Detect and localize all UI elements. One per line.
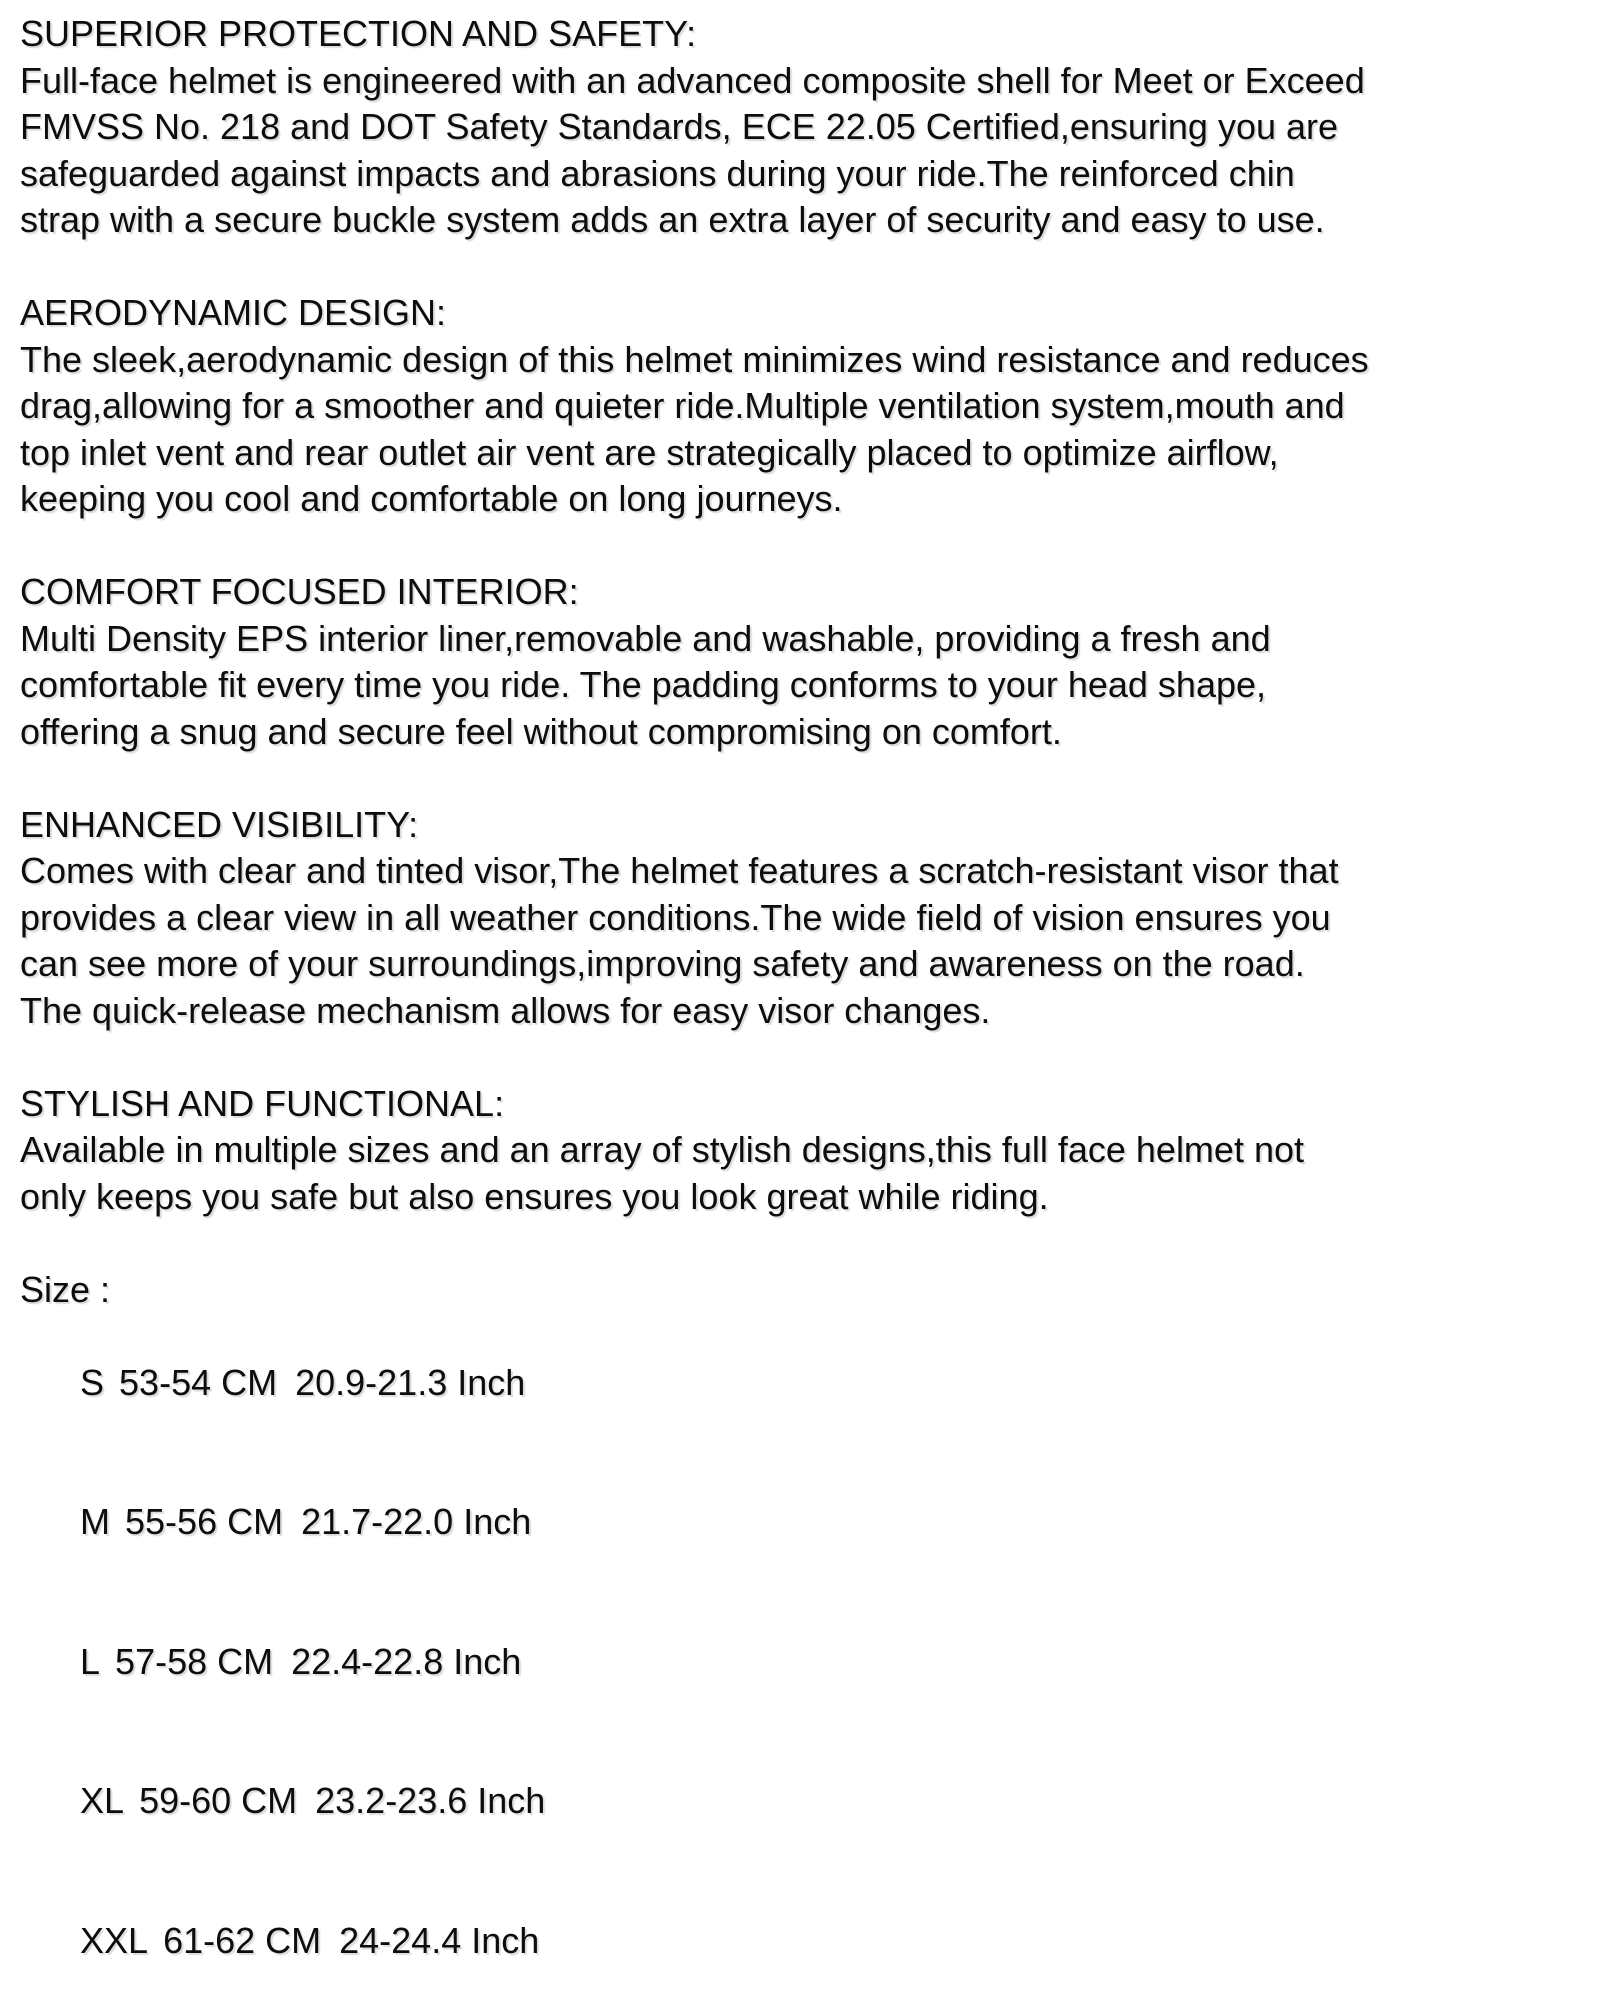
body-line: keeping you cool and comfortable on long journeys. (20, 478, 843, 519)
size-cm-range: 61-62 CM (163, 1919, 322, 1961)
section-heading: AERODYNAMIC DESIGN: (20, 292, 447, 333)
section-superior-protection (20, 11, 1572, 244)
size-cm-range: 53-54 CM (119, 1361, 278, 1403)
size-row-l (20, 1592, 1572, 1732)
size-label: S (80, 1361, 105, 1403)
size-cm-range: 55-56 CM (125, 1501, 284, 1542)
body-line: provides a clear view in all weather conditions.The wide field of vision ensures you (20, 896, 1331, 938)
body-line: Multi Density EPS interior liner,removable and washable, providing a fresh and (20, 617, 1271, 659)
section-comfort-interior (20, 569, 1572, 755)
size-row-xxl (20, 1871, 1572, 2011)
body-line: safeguarded against impacts and abrasions during your ride.The reinforced chin (20, 152, 1295, 194)
size-row-s (20, 1313, 1572, 1453)
body-line: top inlet vent and rear outlet air vent are strategically placed to optimize airflow, (20, 431, 1279, 473)
size-label: XL (80, 1780, 125, 1821)
size-inch-range: 20.9-21.3 Inch (295, 1361, 526, 1403)
size-inch-range: 22.4-22.8 Inch (291, 1640, 522, 1682)
size-row-m (20, 1453, 1572, 1593)
size-inch-range: 24-24.4 Inch (339, 1919, 540, 1961)
body-line: drag,allowing for a smoother and quieter ride.Multiple ventilation system,mouth and (20, 385, 1345, 426)
body-line: Available in multiple sizes and an array of stylish designs,this full face helmet not (20, 1129, 1304, 1170)
body-line: Comes with clear and tinted visor,The helmet features a scratch-resistant visor that (20, 850, 1339, 891)
body-line: The quick-release mechanism allows for easy visor changes. (20, 989, 991, 1031)
size-label: L (80, 1640, 101, 1682)
size-inch-range: 21.7-22.0 Inch (301, 1501, 532, 1542)
body-line: Full-face helmet is engineered with an advanced composite shell for Meet or Exceed (20, 59, 1365, 101)
size-inch-range: 23.2-23.6 Inch (315, 1780, 546, 1821)
size-row-xl (20, 1732, 1572, 1872)
section-heading: STYLISH AND FUNCTIONAL: (20, 1082, 505, 1124)
section-heading: COMFORT FOCUSED INTERIOR: (20, 571, 579, 612)
body-line: offering a snug and secure feel without compromising on comfort. (20, 710, 1062, 752)
size-cm-range: 57-58 CM (115, 1640, 274, 1682)
section-heading: SUPERIOR PROTECTION AND SAFETY: (20, 13, 697, 54)
body-line: comfortable fit every time you ride. The padding conforms to your head shape, (20, 664, 1267, 705)
body-line: FMVSS No. 218 and DOT Safety Standards, ECE 22.05 Certified,ensuring you are (20, 106, 1339, 147)
size-label: XXL (80, 1919, 149, 1961)
body-line: can see more of your surroundings,improving safety and awareness on the road. (20, 943, 1305, 984)
section-heading: ENHANCED VISIBILITY: (20, 803, 419, 845)
section-stylish-functional (20, 1081, 1572, 1221)
size-cm-range: 59-60 CM (139, 1780, 298, 1821)
size-label: M (80, 1501, 111, 1542)
body-line: strap with a secure buckle system adds an extra layer of security and easy to use. (20, 199, 1325, 240)
body-line: only keeps you safe but also ensures you look great while riding. (20, 1175, 1049, 1217)
size-chart (20, 1267, 1572, 2011)
size-chart-heading: Size : (20, 1268, 111, 1310)
body-line: The sleek,aerodynamic design of this helmet minimizes wind resistance and reduces (20, 338, 1369, 380)
section-enhanced-visibility (20, 802, 1572, 1035)
section-aerodynamic-design (20, 290, 1572, 523)
